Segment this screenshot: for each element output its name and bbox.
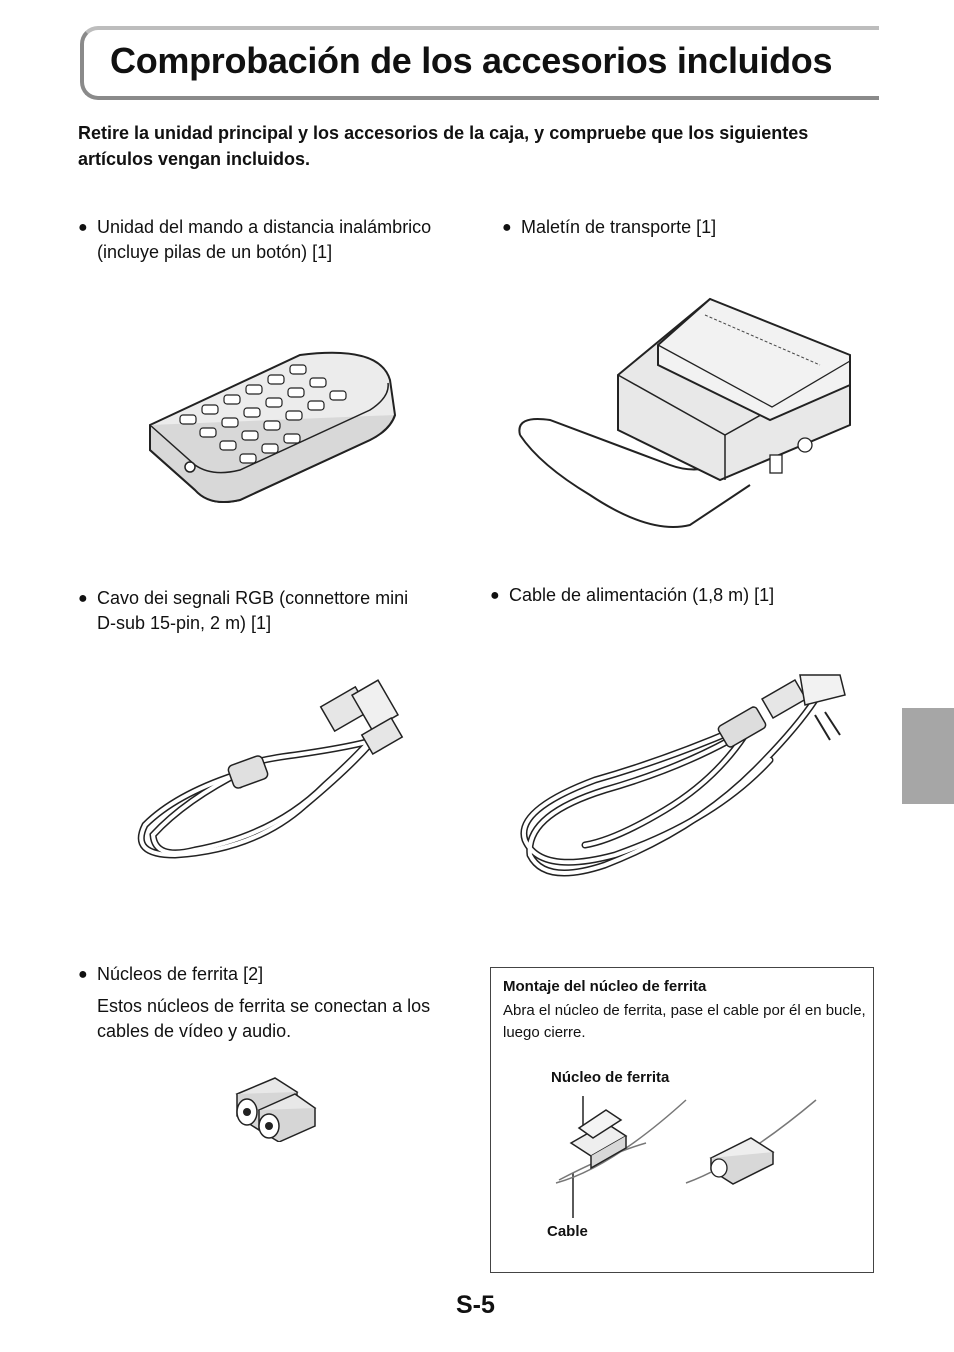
bullet-icon: ● [78, 590, 88, 607]
ferrite-cores-icon [225, 1072, 320, 1142]
bullet-icon: ● [78, 966, 88, 983]
power-cable-icon [515, 660, 850, 885]
list-item-case [502, 215, 902, 240]
item-label-line2: (incluye pilas de un botón) [1] [97, 242, 333, 262]
ferrite-mounting-box [490, 967, 874, 1273]
box-text: Abra el núcleo de ferrita, pase el cable por él en bucle, luego cierre. [503, 1002, 866, 1041]
page-title: Comprobación de los accesorios incluidos [110, 40, 833, 81]
bullet-icon: ● [78, 219, 88, 236]
list-item-power-cable [490, 583, 890, 608]
item-label-line1: Cable de alimentación (1,8 m) [1] [509, 585, 775, 605]
bullet-icon: ● [490, 587, 500, 604]
item-label-line1: Unidad del mando a distancia inalámbrico [97, 217, 432, 237]
box-title: Montaje del núcleo de ferrita [503, 978, 707, 995]
bullet-icon: ● [502, 219, 512, 236]
intro-text: Retire la unidad principal y los accesorios de la caja, y compruebe que los siguientes artículos vengan incluidos. [78, 123, 809, 169]
rgb-cable-icon [135, 675, 425, 870]
ferrite-description: Estos núcleos de ferrita se conectan a los cables de vídeo y audio. [97, 996, 431, 1041]
label-ferrite-core: Núcleo de ferrita [551, 1069, 670, 1086]
section-tab [902, 708, 954, 804]
list-item-rgb-cable [78, 586, 478, 636]
remote-control-icon [140, 335, 400, 505]
ferrite-assembly-diagram [551, 1088, 831, 1223]
item-label-line1: Maletín de transporte [1] [521, 217, 717, 237]
item-label-line1: Cavo dei segnali RGB (connettore mini [97, 588, 409, 608]
carrying-case-icon [510, 295, 860, 545]
item-label-line1: Núcleos de ferrita [2] [97, 964, 264, 984]
label-cable: Cable [547, 1223, 588, 1240]
list-item-remote [78, 215, 488, 265]
page-number: S-5 [456, 1291, 495, 1319]
item-label-line2: D-sub 15-pin, 2 m) [1] [97, 613, 272, 633]
list-item-ferrite [78, 962, 478, 987]
